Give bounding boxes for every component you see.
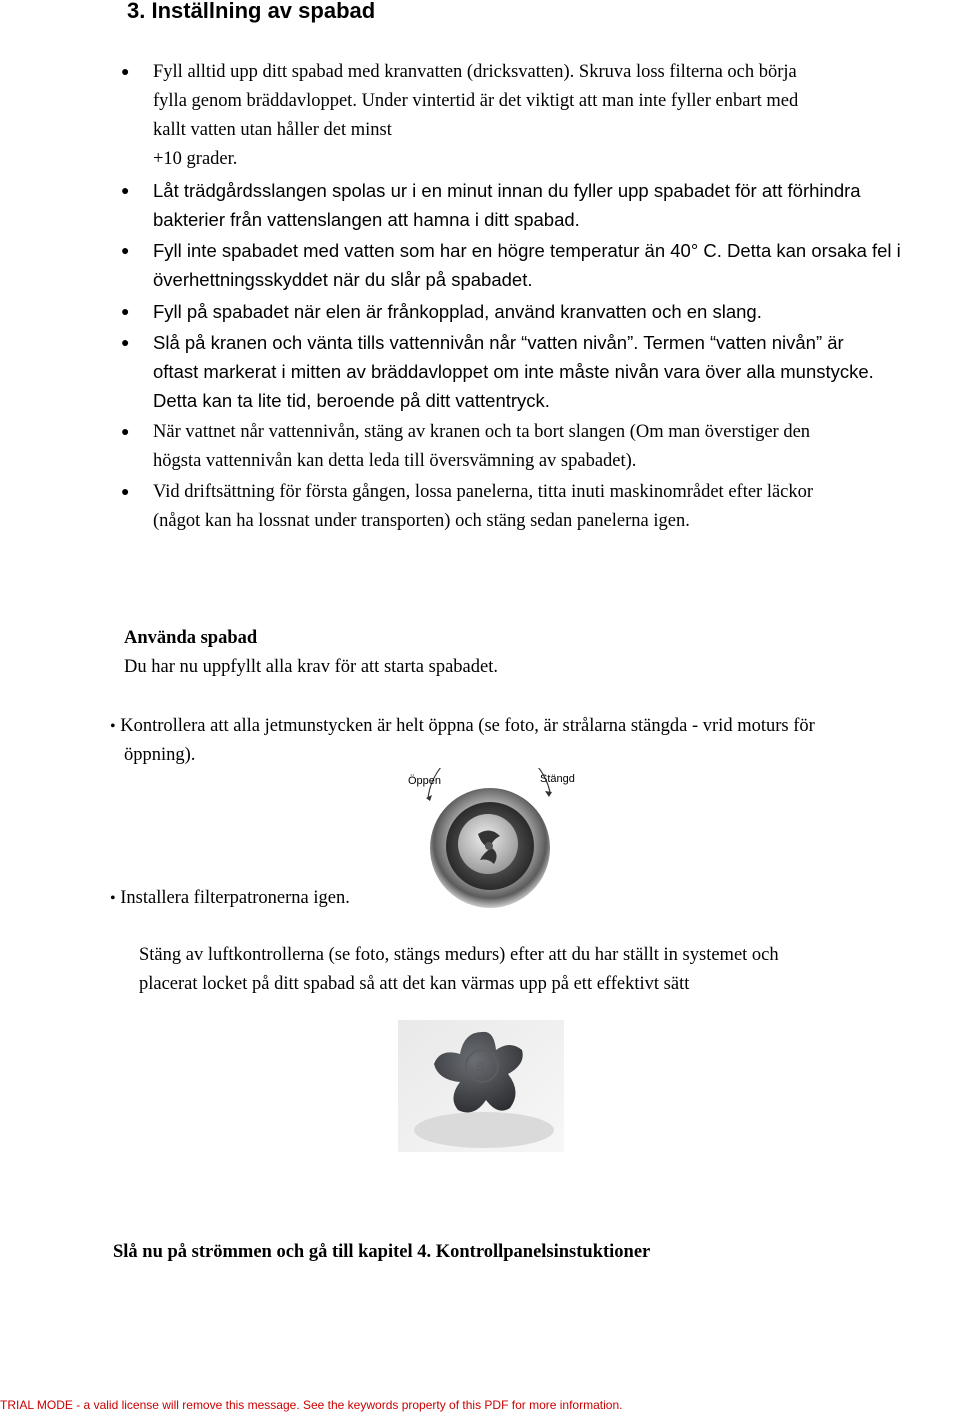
air-paragraph-line1: Stäng av luftkontrollerna (se foto, stängs medurs) efter att du har ställt in systemet och [139,945,779,965]
list-item-line: högsta vattennivån kan detta leda till översvämning av spabadet). [153,451,637,471]
list-item-line: bakterier från vattenslangen att hamna i ditt spabad. [153,209,580,230]
final-instruction: Slå nu på strömmen och gå till kapitel 4. Kontrollpanelsinstuktioner [113,1242,651,1262]
list-item-line: Vid driftsättning för första gången, lossa panelerna, titta inuti maskinområdet efter läckor [153,482,814,502]
jet-nozzle-photo [400,768,580,908]
list-item [121,418,811,476]
jet-bullet-line1: Kontrollera att alla jetmunstycken är helt öppna (se foto, är strålarna stängda - vrid moturs för [120,716,815,736]
filter-bullet-text: Installera filterpatronerna igen. [120,888,350,908]
filter-bullet [110,884,350,913]
trial-notice: TRIAL MODE - a valid license will remove this message. See the keywords property of this PDF for more information. [0,1398,623,1412]
bullet-dot-icon: ● [121,182,130,198]
list-item-line: (något kan ha lossnat under transporten) och stäng sedan panelerna igen. [153,511,690,531]
list-item [121,58,799,174]
svg-text:S: S [476,1060,485,1074]
list-item-line: När vattnet når vattennivån, stäng av kranen och ta bort slangen (Om man överstiger den [153,422,811,442]
air-control-photo [398,1020,564,1152]
closed-label: Stängd [540,773,575,785]
list-item [121,478,814,536]
jet-bullet-line2: öppning). [124,745,196,765]
list-item-line: +10 grader. [153,149,238,169]
bullet-dot-icon: ● [121,65,130,80]
jet-bullet [110,712,815,741]
bullet-dot-icon: • [110,718,116,735]
list-item-line: oftast markerat i mitten av bräddavloppet om inte måste nivån vara över alla munstycke. [153,361,874,382]
list-item-line: fylla genom bräddavloppet. Under vintertid är det viktigt att man inte fyller enbart med [153,91,799,111]
list-item-line: Låt trädgårdsslangen spolas ur i en minut innan du fyller upp spabadet för att förhindra [153,180,861,201]
bullet-dot-icon: ● [121,303,130,319]
bullet-dot-icon: ● [121,242,130,258]
use-section-title: Använda spabad [124,628,258,648]
list-item [121,176,861,234]
list-item [121,328,874,415]
open-label: Öppen [408,775,442,787]
air-control-knob-image [398,1020,564,1152]
list-item-line: Fyll alltid upp ditt spabad med kranvatten (dricksvatten). Skruva loss filterna och börja [153,62,797,82]
bullet-dot-icon: ● [121,334,130,350]
list-item-line: kallt vatten utan håller det minst [153,120,392,140]
list-item-line: Fyll på spabadet när elen är frånkopplad, använd kranvatten och en slang. [153,301,762,322]
list-item-line: Slå på kranen och vänta tills vattennivån når “vatten nivån”. Termen “vatten nivån” är [153,332,844,353]
use-section-subtitle: Du har nu uppfyllt alla krav för att starta spabadet. [124,657,498,677]
jet-nozzle-image [400,768,580,908]
list-item [121,236,901,294]
list-item-line: Fyll inte spabadet med vatten som har en högre temperatur än 40° C. Detta kan orsaka fel i [153,240,901,261]
list-item-line: överhettningsskyddet när du slår på spabadet. [153,269,533,290]
bullet-dot-icon: ● [121,425,130,440]
list-item [121,297,762,326]
section-heading: 3. Inställning av spabad [127,0,376,23]
bullet-dot-icon: ● [121,485,130,500]
bullet-dot-icon: • [110,890,116,907]
list-item-line: Detta kan ta lite tid, beroende på ditt vattentryck. [153,390,550,411]
air-paragraph-line2: placerat locket på ditt spabad så att det kan värmas upp på ett effektivt sätt [139,974,690,994]
